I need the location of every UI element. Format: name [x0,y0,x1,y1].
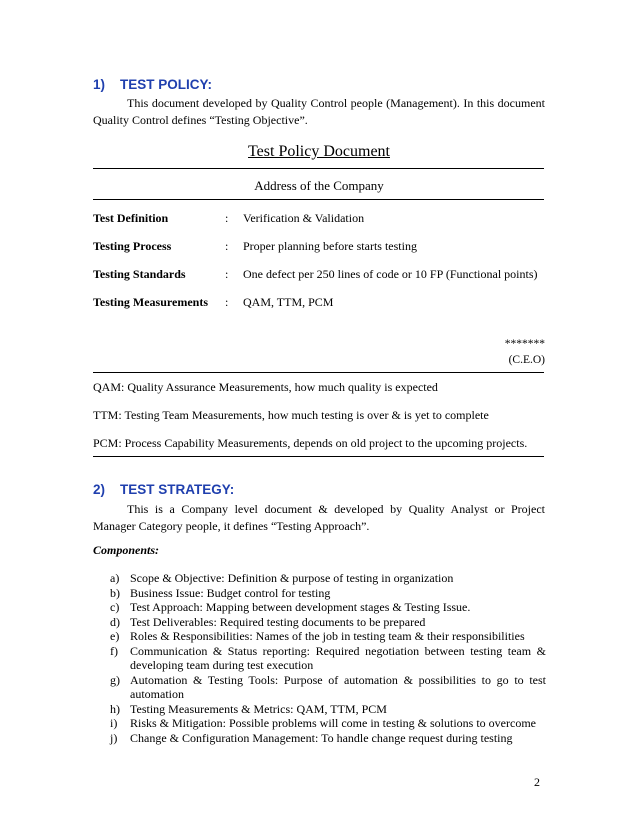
policy-field-row [93,211,545,227]
section-1-title: TEST POLICY: [120,77,213,92]
field-label: Testing Process [93,239,172,253]
signature-mark: ******* [504,338,545,350]
section-2-heading [93,482,234,497]
list-item [110,716,546,731]
field-value: Proper planning before starts testing [243,239,417,253]
list-item [110,571,546,586]
policy-field-row [93,267,545,283]
list-marker: i) [110,716,118,730]
list-item-text: Risks & Mitigation: Possible problems will come in testing & solutions to overcome [130,716,536,730]
policy-field-row [93,239,545,255]
section-2-number: 2) [93,482,106,497]
components-label: Components: [93,543,160,557]
section-2-paragraph: This is a Company level document & developed by Quality Analyst or Project Manager Category people, it defines “Testing Approach”. [93,502,545,533]
list-marker: c) [110,600,120,614]
signature-rule [93,372,544,373]
list-marker: b) [110,585,120,600]
list-item [110,629,546,644]
policy-field-row [93,295,545,311]
list-item-text: Test Deliverables: Required testing documents to be prepared [130,614,426,629]
field-label: Testing Standards [93,267,186,281]
page-number: 2 [534,775,540,789]
company-address: Address of the Company [254,178,384,193]
list-marker: j) [110,730,118,745]
field-colon: : [225,295,229,309]
field-value: QAM, TTM, PCM [243,295,334,309]
list-item [110,702,546,717]
list-item [110,586,546,601]
policy-bottom-rule [93,456,544,457]
list-item [110,673,546,702]
section-1-heading [93,77,212,92]
field-label: Testing Measurements [93,295,208,309]
list-marker: g) [110,672,120,687]
field-colon: : [225,267,229,281]
field-colon: : [225,239,229,253]
list-marker: h) [110,701,120,716]
list-item-text: Roles & Responsibilities: Names of the job in testing team & their responsibilities [130,629,525,643]
abbreviation-ttm: TTM: Testing Team Measurements, how much testing is over & is yet to complete [93,408,489,422]
field-value: One defect per 250 lines of code or 10 FP (Functional points) [243,267,538,281]
policy-top-rule [93,168,544,169]
address-rule [93,199,544,200]
section-2-title: TEST STRATEGY: [120,482,235,497]
policy-document-title: Test Policy Document [248,143,390,160]
list-item-text: Change & Configuration Management: To handle change request during testing [130,730,513,745]
list-marker: d) [110,614,120,629]
section-1-number: 1) [93,77,106,92]
signature-role: (C.E.O) [508,354,545,366]
field-colon: : [225,211,229,225]
list-item-text: Business Issue: Budget control for testing [130,585,331,600]
list-item-text: Test Approach: Mapping between development stages & Testing Issue. [130,600,471,614]
list-item [110,731,546,746]
section-1-paragraph: This document developed by Quality Control people (Management). In this document Quality Control defines “Testing Objective”. [93,96,545,127]
list-item-text: Automation & Testing Tools: Purpose of automation & possibilities to go to test automation [130,672,546,701]
list-item-text: Scope & Objective: Definition & purpose of testing in organization [130,571,454,585]
list-item [110,615,546,630]
components-list [110,571,546,745]
list-marker: e) [110,629,120,643]
list-item [110,644,546,673]
list-item-text: Testing Measurements & Metrics: QAM, TTM, PCM [130,701,387,716]
field-label: Test Definition [93,211,169,225]
abbreviation-qam: QAM: Quality Assurance Measurements, how much quality is expected [93,380,438,394]
list-marker: a) [110,571,120,585]
list-item [110,600,546,615]
abbreviation-pcm: PCM: Process Capability Measurements, depends on old project to the upcoming projects. [93,436,528,450]
field-value: Verification & Validation [243,211,365,225]
list-marker: f) [110,643,118,658]
list-item-text: Communication & Status reporting: Required negotiation between testing team & developing team during test execution [130,643,546,672]
